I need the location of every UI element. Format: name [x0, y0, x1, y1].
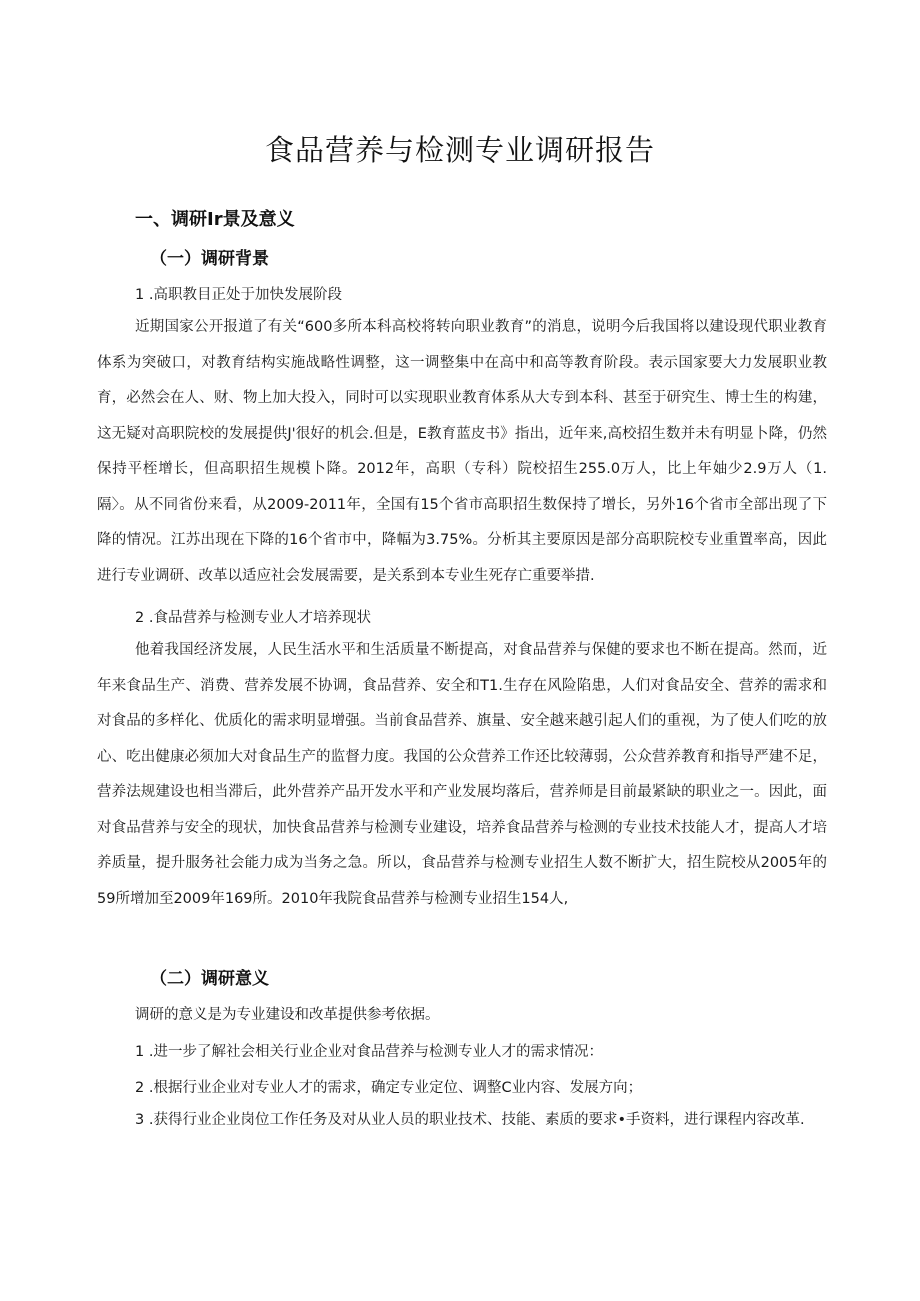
subsection-heading-significance: （二）调研意义	[150, 969, 269, 989]
document-title: 食品营养与检测专业调研报告	[264, 133, 655, 167]
item-heading-vocational-education: 1 .高职教目正处于加快发展阶段	[135, 287, 342, 303]
list-item-significance-3: 3 .获得行业企业岗位工作任务及对从业人员的职业技术、技能、素质的要求•手资料，进行课程内容改革.	[135, 1112, 805, 1128]
paragraph-talent-status: 他着我国经济发展，人民生活水平和生活质量不断提高，对食品营养与保健的要求也不断在提高。然而，近年来食品生产、消费、营养发展不协调，食品营养、安全和T1.生存在风险陷患，人们对食品安全、营养的需求和对食品的多样化、优质化的需求明显增强。当前食品营养、旗量、安全越来越引起人们的重视，为了使人们吃的放心、吃出健康必须加大对食品生产的监督力度。我国的公众营养工作还比较薄弱，公众营养教育和指导严建不足，营养法规建设也相当滞后，此外营养产品开发水平和产业发展均落后，营养师是目前最紧缺的职业之一。因此，面对食品营养与安全的现状，加快食品营养与检测专业建设，培养食品营养与检测的专业技术技能人才，提高人才培养质量，提升服务社会能力成为当务之急。所以，食品营养与检测专业招生人数不断扩大，招生院校从2005年的59所增加至2009年169所。2010年我院食品营养与检测专业招生154人,	[97, 642, 827, 907]
section-heading-background-significance: 一、调研Ir景及意义	[135, 209, 295, 230]
item-heading-talent-status: 2 .食品营养与检测专业人才培养现状	[135, 610, 371, 626]
list-item-significance-2: 2 .根据行业企业对专业人才的需求，确定专业定位、调整C业内容、发展方向；	[135, 1080, 643, 1096]
subsection-heading-background: （一）调研背景	[150, 249, 269, 269]
paragraph-vocational-education: 近期国家公开报道了有关“600多所本科高校将转向职业教育”的消息，说明今后我国将以建设现代职业教育体系为突破口，对教育结构实施战略性调整，这一调整集中在高中和高等教育阶段。表示国家要大力发展职业教育，必然会在人、财、物上加大投入，同时可以实现职业教育体系从大专到本科、甚至于研究生、博士生的构建，这无疑对高职院校的发展提供J'很好的机会.但是，E教育蓝皮书》指出，近年来,高校招生数并未有明显卜降，仍然保持平桎增长，但高职招生规模卜降。2012年，高职（专科）院校招生255.0万人，比上年妯少2.9万人（1.隔〉。从不同省份来看，从2009-2011年，全国有15个省市高职招生数保持了增长，另外16个省市全部出现了下降的情况。江苏出现在下降的16个省市中，降幅为3.75%。分析其主要原因是部分高职院校专业重置率高，因此进行专业调研、改革以适应社会发展需要，是关系到本专业生死存亡重要举措.	[97, 319, 827, 584]
paragraph-significance-intro: 调研的意义是为专业建设和改革提供参考依据。	[135, 1007, 440, 1023]
list-item-significance-1: 1 .进一步了解社会相关行业企业对食品营养与检测专业人才的需求情况：	[135, 1044, 603, 1060]
